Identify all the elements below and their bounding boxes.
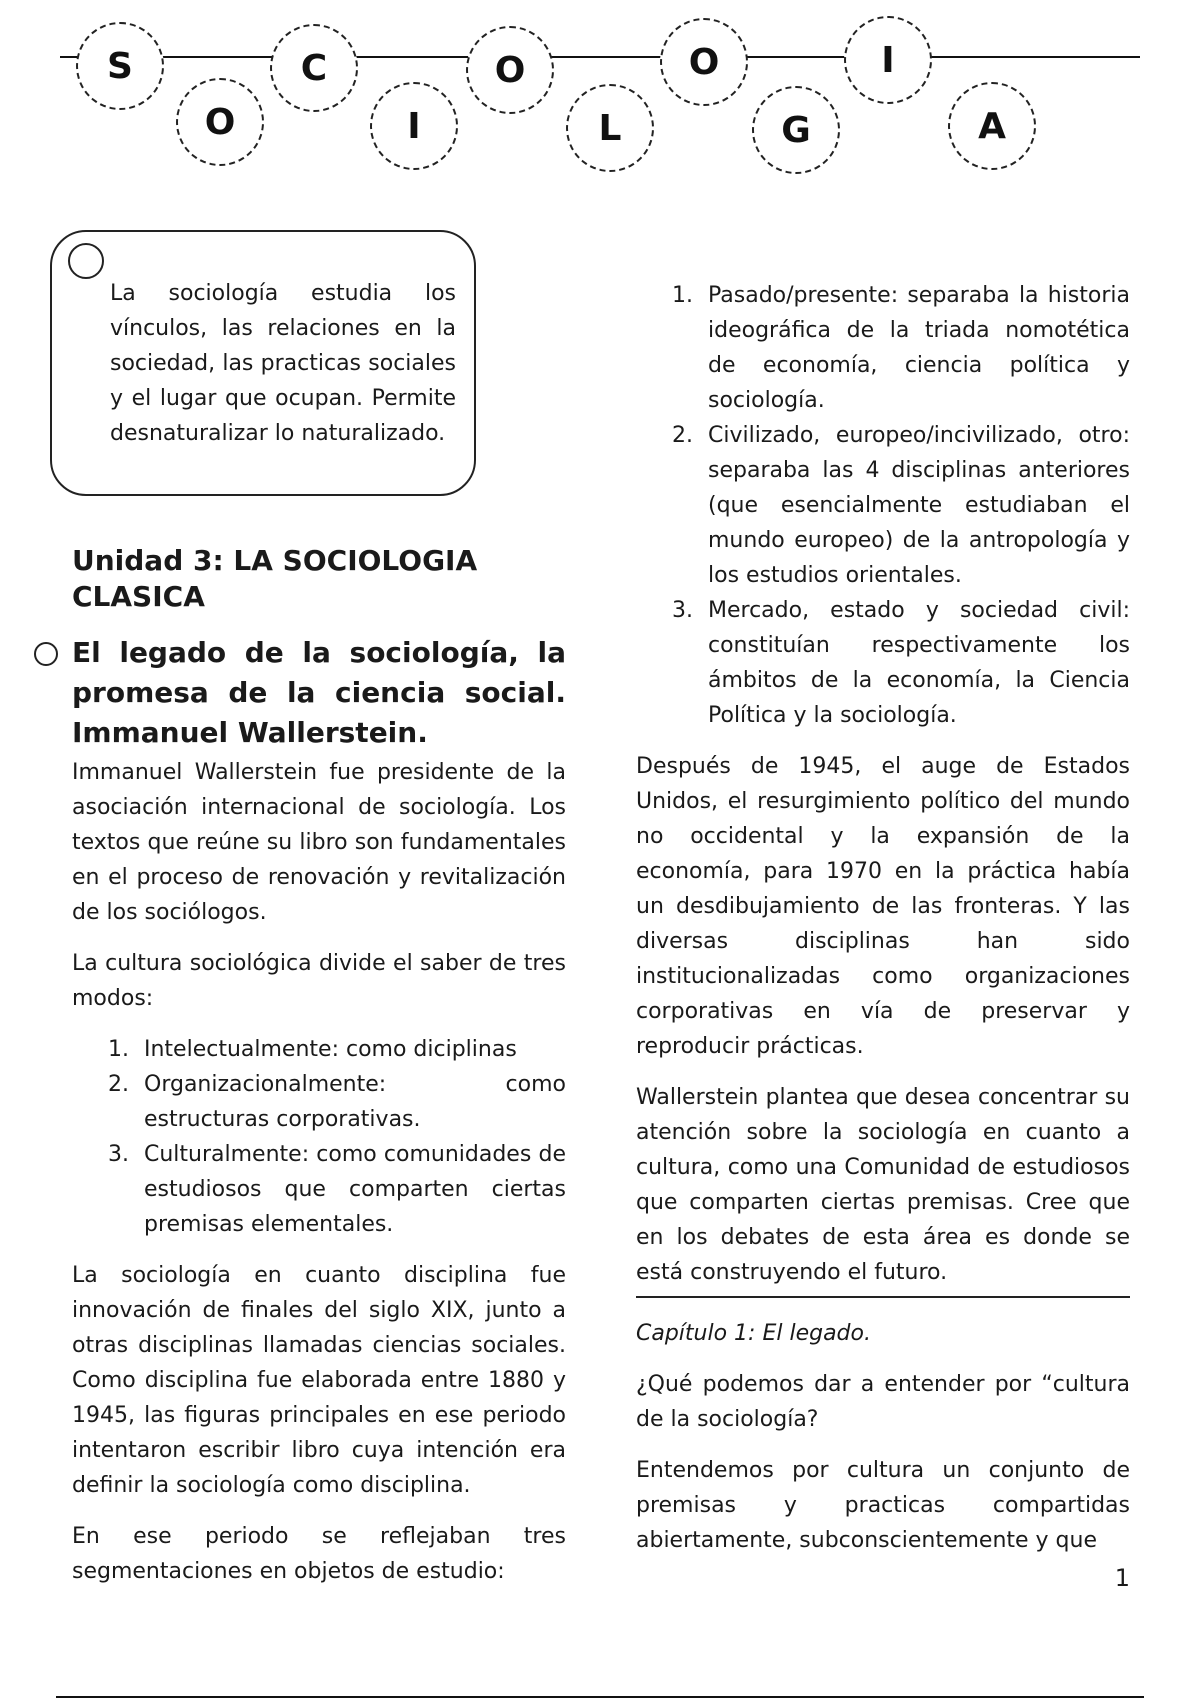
question-text: ¿Qué podemos dar a entender por “cultura de la sociología? — [636, 1372, 1130, 1432]
list-item: 3. Culturalmente: como comunidades de estudiosos que comparten ciertas premisas elementales. — [108, 1142, 566, 1237]
list-item: 2. Organizacionalmente: como estructuras corporativas. — [108, 1072, 566, 1132]
chapter-title: Capítulo 1: El legado. — [636, 1321, 871, 1346]
list-item: 3. Mercado, estado y sociedad civil: constituían respectivamente los ámbitos de la economía, la Ciencia Política y la sociología. — [672, 598, 1130, 728]
section-divider — [636, 1296, 1130, 1298]
circle-icon — [68, 243, 104, 279]
modes-list — [72, 1032, 566, 1242]
right-column — [636, 278, 1130, 1574]
title-letter-l: L — [566, 84, 654, 172]
paragraph-modes-intro: La cultura sociológica divide el saber de tres modos: — [72, 951, 566, 1011]
section-title — [72, 633, 566, 753]
header-line — [60, 56, 1140, 58]
title-letter-i: I — [370, 82, 458, 170]
title-letter-o: O — [660, 18, 748, 106]
title-letter-i: I — [844, 16, 932, 104]
title-letter-o: O — [176, 78, 264, 166]
list-item: 1. Pasado/presente: separaba la historia ideográfica de la triada nomotética de economía, ciencia política y sociología. — [672, 283, 1130, 413]
title-letter-c: C — [270, 24, 358, 112]
unit-title: Unidad 3: LA SOCIOLOGIA CLASICA — [72, 544, 478, 613]
paragraph-culture-definition: Entendemos por cultura un conjunto de premisas y practicas compartidas abiertamente, subconscientemente y que — [636, 1458, 1130, 1553]
page-number: 1 — [1114, 1564, 1130, 1592]
title-letter-g: G — [752, 86, 840, 174]
title-letter-o: O — [466, 26, 554, 114]
bullet-circle-icon — [34, 642, 58, 666]
left-column — [72, 543, 566, 1605]
list-item: 2. Civilizado, europeo/incivilizado, otro: separaba las 4 disciplinas anteriores (que esencialmente estudiaban el mundo europeo) de la antropología y los estudios orientales. — [672, 423, 1130, 588]
title-letter-a: A — [948, 82, 1036, 170]
title-letter-s: S — [76, 22, 164, 110]
paragraph-wallerstein: Immanuel Wallerstein fue presidente de la asociación internacional de sociología. Los textos que reúne su libro son fundamentales en el proceso de renovación y revitalización de los sociólogos. — [72, 760, 566, 925]
segments-list — [636, 278, 1130, 733]
section-title-text: El legado de la sociología, la promesa de la ciencia social. Immanuel Wallerstein. — [72, 636, 566, 749]
paragraph-culture-focus: Wallerstein plantea que desea concentrar su atención sobre la sociología en cuanto a cultura, como una Comunidad de estudiosos que comparten ciertas premisas. Cree que en los debates de esta área es donde se está construyendo el futuro. — [636, 1085, 1130, 1285]
paragraph-discipline: La sociología en cuanto disciplina fue innovación de finales del siglo XIX, junto a otras disciplinas llamadas ciencias sociales. Como disciplina fue elaborada entre 1880 y 1945, las figuras principales en ese periodo intentaron escribir libro cuya intención era definir la sociología como disciplina. — [72, 1263, 566, 1498]
footer-line — [56, 1696, 1144, 1698]
list-item: 1. Intelectualmente: como diciplinas — [108, 1037, 517, 1062]
intro-text: La sociología estudia los vínculos, las relaciones en la sociedad, las practicas sociales y el lugar que ocupan. Permite desnaturalizar lo naturalizado. — [110, 281, 456, 446]
paragraph-segmentations: En ese periodo se reflejaban tres segmentaciones en objetos de estudio: — [72, 1524, 566, 1584]
paragraph-post-1945: Después de 1945, el auge de Estados Unidos, el resurgimiento político del mundo no occidental y la expansión de la economía, para 1970 en la práctica había un desdibujamiento de las fronteras. Y las diversas disciplinas han sido institucionalizadas como organizaciones corporativas en vía de preservar y reproducir prácticas. — [636, 754, 1130, 1059]
